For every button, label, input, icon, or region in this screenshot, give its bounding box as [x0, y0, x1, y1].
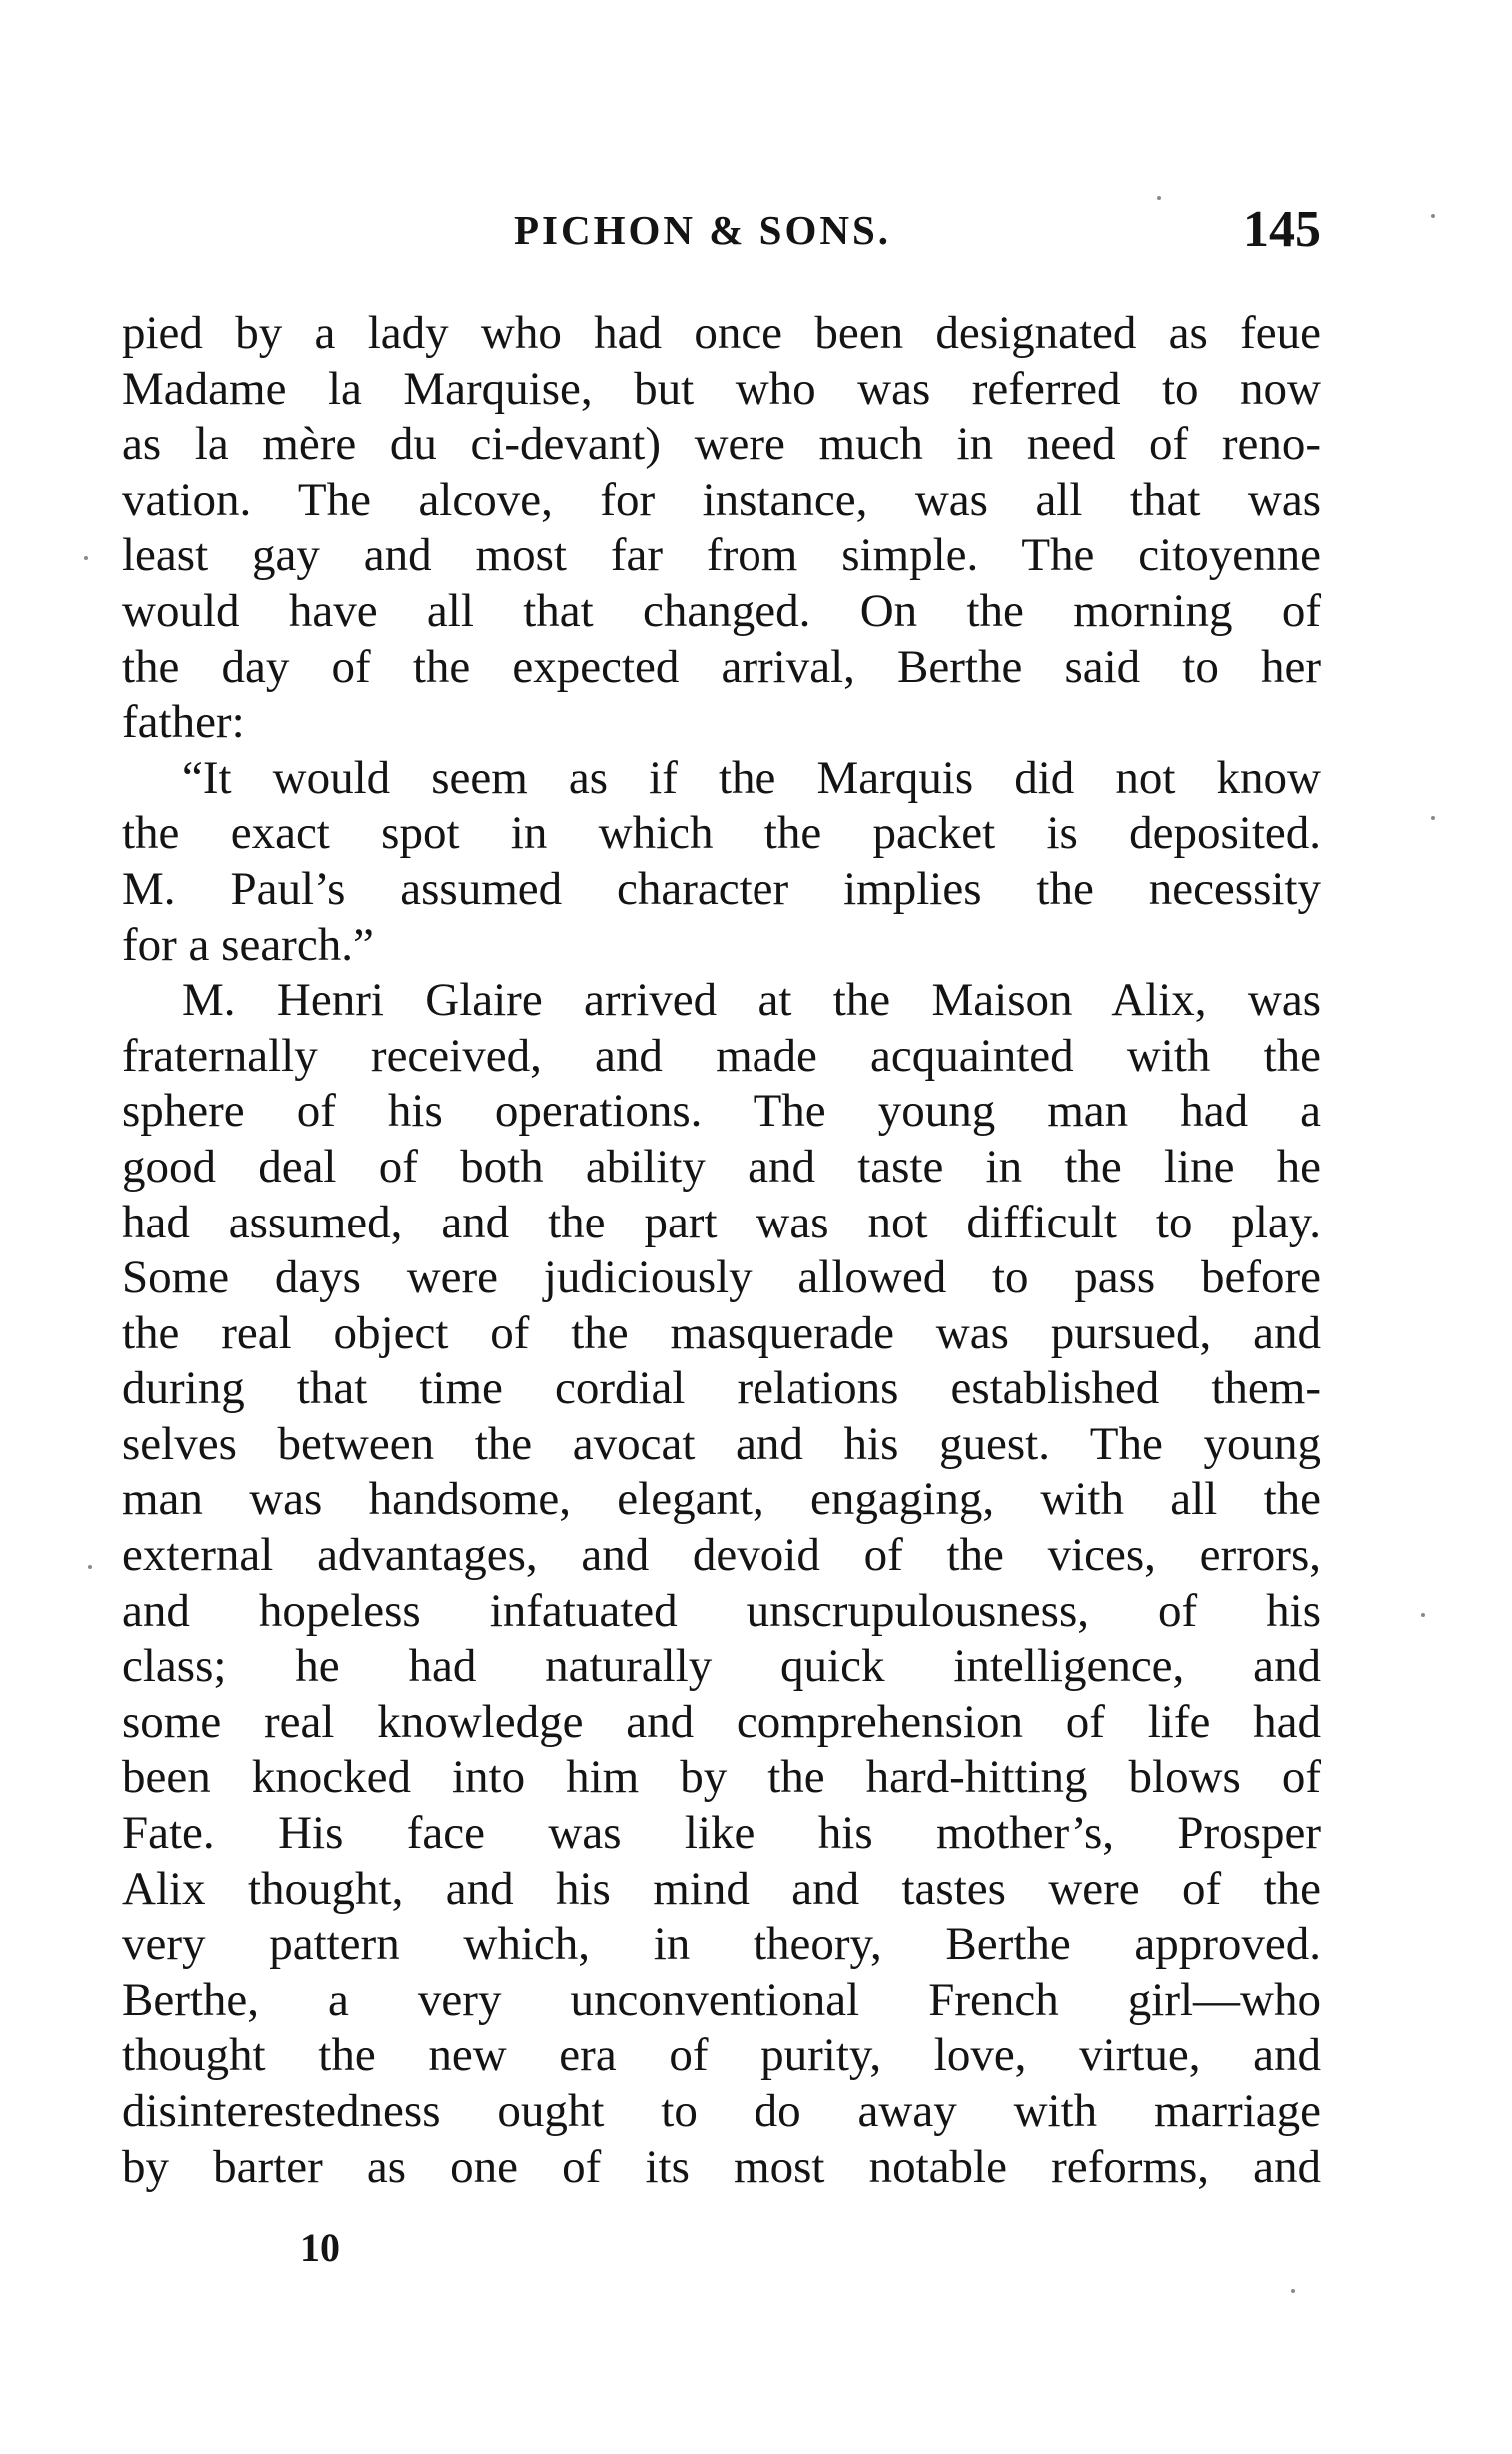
- text-line: class; he had naturally quick intelligence, and: [122, 1640, 1321, 1693]
- text-line: as la mère du ci-devant) were much in need of reno-: [122, 418, 1321, 471]
- scan-speck: [1431, 214, 1435, 218]
- text-line: for a search.”: [122, 918, 374, 971]
- text-line: and hopeless infatuated unscrupulousness, of his: [122, 1584, 1321, 1637]
- text-line: Fate. His face was like his mother’s, Prosper: [122, 1807, 1321, 1860]
- signature-mark: 10: [300, 2225, 340, 2270]
- text-line: man was handsome, elegant, engaging, with all the: [122, 1473, 1321, 1526]
- text-line: the exact spot in which the packet is deposited.: [122, 807, 1321, 860]
- text-line: during that time cordial relations established them-: [122, 1362, 1321, 1415]
- scan-speck: [84, 556, 88, 560]
- text-line: Alix thought, and his mind and tastes were of the: [122, 1862, 1321, 1915]
- text-line: external advantages, and devoid of the vices, errors,: [122, 1529, 1321, 1582]
- scan-speck: [1291, 2289, 1295, 2293]
- text-line: least gay and most far from simple. The citoyenne: [122, 529, 1321, 582]
- scan-speck: [88, 1565, 92, 1569]
- text-line: fraternally received, and made acquainted with the: [122, 1029, 1321, 1082]
- text-line: Madame la Marquise, but who was referred to now: [122, 362, 1321, 415]
- text-line: been knocked into him by the hard-hitting blows of: [122, 1751, 1321, 1804]
- text-line: by barter as one of its most notable reforms, and: [122, 2140, 1321, 2193]
- text-line: “It would seem as if the Marquis did not know: [182, 751, 1321, 804]
- text-line: the day of the expected arrival, Berthe said to her: [122, 640, 1321, 693]
- text-line: some real knowledge and comprehension of life had: [122, 1695, 1321, 1748]
- scan-speck: [1421, 1613, 1425, 1617]
- text-line: Berthe, a very unconventional French girl—who: [122, 1973, 1321, 2026]
- text-line: good deal of both ability and taste in the line he: [122, 1140, 1321, 1193]
- text-line: M. Henri Glaire arrived at the Maison Alix, was: [182, 974, 1321, 1027]
- text-line: sphere of his operations. The young man had a: [122, 1085, 1321, 1138]
- scan-speck: [1157, 196, 1161, 200]
- page-number: 145: [1243, 201, 1321, 258]
- text-line: Some days were judiciously allowed to pass before: [122, 1251, 1321, 1304]
- body-text: [122, 306, 1321, 2195]
- text-line: would have all that changed. On the morning of: [122, 584, 1321, 637]
- text-line: had assumed, and the part was not difficult to play.: [122, 1196, 1321, 1248]
- scan-speck: [1431, 816, 1435, 820]
- text-line: very pattern which, in theory, Berthe approved.: [122, 1918, 1321, 1971]
- page-header: [122, 200, 1321, 270]
- text-line: father:: [122, 696, 245, 749]
- running-head: PICHON & SONS.: [514, 207, 892, 253]
- text-line: pied by a lady who had once been designated as feue: [122, 307, 1321, 359]
- text-line: vation. The alcove, for instance, was all that was: [122, 473, 1321, 526]
- text-line: disinterestedness ought to do away with marriage: [122, 2085, 1321, 2137]
- text-line: M. Paul’s assumed character implies the necessity: [122, 862, 1321, 915]
- text-line: selves between the avocat and his guest. The young: [122, 1417, 1321, 1470]
- text-line: thought the new era of purity, love, virtue, and: [122, 2029, 1321, 2082]
- text-line: the real object of the masquerade was pursued, and: [122, 1306, 1321, 1359]
